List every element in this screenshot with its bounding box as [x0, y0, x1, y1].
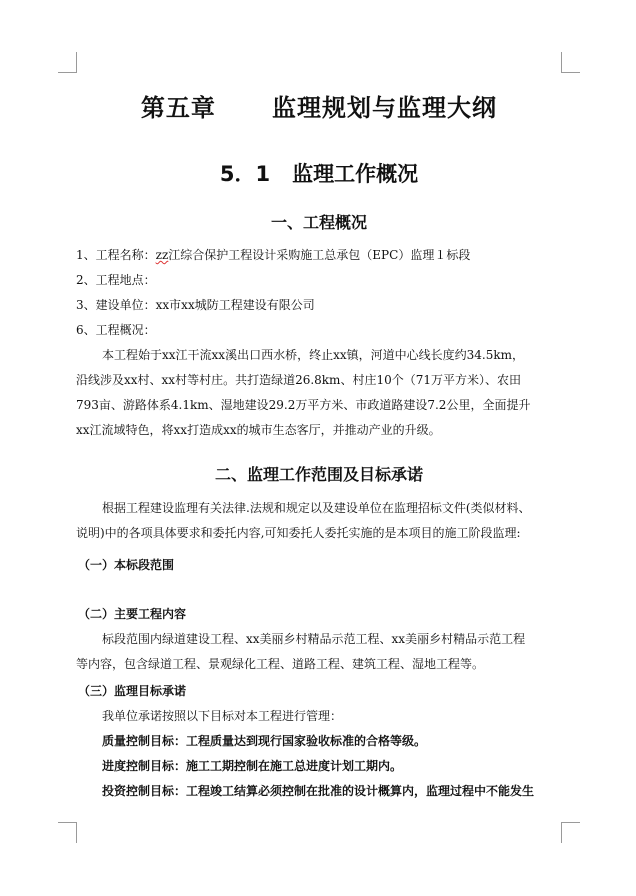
item-project-name-value: 江综合保护工程设计采购施工总承包（EPC）监理１标段 [168, 248, 471, 262]
subheading-main-content: （二）主要工程内容 [78, 607, 187, 621]
intro-line: 说明)中的各项具体要求和委托内容,可知委托人委托实施的是本项目的施工阶段监理: [76, 526, 521, 540]
goal-quality: 质量控制目标：工程质量达到现行国家验收标准的合格等级。 [102, 734, 427, 748]
item-construction-unit: 3、建设单位：xx市xx城防工程建设有限公司 [76, 298, 315, 312]
goal-schedule: 进度控制目标：施工工期控制在施工总进度计划工期内。 [102, 759, 403, 773]
overview-line: 793亩、游路体系4.1km、湿地建设29.2万平方米、市政道路建设7.2公里，全面提升 [76, 398, 531, 412]
item-project-location: 2、工程地点： [76, 273, 156, 287]
heading-project-overview: 一、工程概况 [270, 213, 367, 232]
overview-line: 沿线涉及xx村、xx村等村庄。共打造绿道26.8km、村庄10个（71万平方米）、农田 [76, 373, 521, 387]
section-title: 5．1 监理工作概况 [219, 162, 419, 186]
chapter-title: 第五章 监理规划与监理大纲 [140, 94, 498, 122]
subheading-scope: （一）本标段范围 [78, 558, 175, 572]
heading-scope-and-goals: 二、监理工作范围及目标承诺 [214, 465, 423, 484]
page-corner-mark-bottom-right [561, 822, 580, 843]
overview-line: xx江流域特色，将xx打造成xx的城市生态客厅，并推动产业的升级。 [76, 423, 441, 437]
item-project-summary: 6、工程概况： [76, 323, 156, 337]
commitment-intro: 我单位承诺按照以下目标对本工程进行管理： [102, 709, 343, 723]
page-corner-mark-top-left [58, 52, 77, 73]
content-line: 等内容，包含绿道工程、景观绿化工程、道路工程、建筑工程、湿地工程等。 [76, 657, 485, 671]
overview-line: 本工程始于xx江干流xx溪出口西水桥，终止xx镇，河道中心线长度约34.5km， [102, 348, 524, 362]
intro-line: 根据工程建设监理有关法律.法规和规定以及建设单位在监理招标文件(类似材料、 [102, 501, 531, 515]
item-project-name [76, 247, 470, 263]
goal-investment: 投资控制目标：工程竣工结算必须控制在批准的设计概算内，监理过程中不能发生 [102, 784, 535, 798]
page-corner-mark-top-right [561, 52, 580, 73]
spellcheck-flagged-text: zz [155, 248, 169, 262]
subheading-commitment: （三）监理目标承诺 [78, 684, 187, 698]
item-project-name-label: 1、工程名称： [76, 248, 156, 262]
content-line: 标段范围内绿道建设工程、xx美丽乡村精品示范工程、xx美丽乡村精品示范工程 [102, 632, 526, 646]
page-corner-mark-bottom-left [58, 822, 77, 843]
